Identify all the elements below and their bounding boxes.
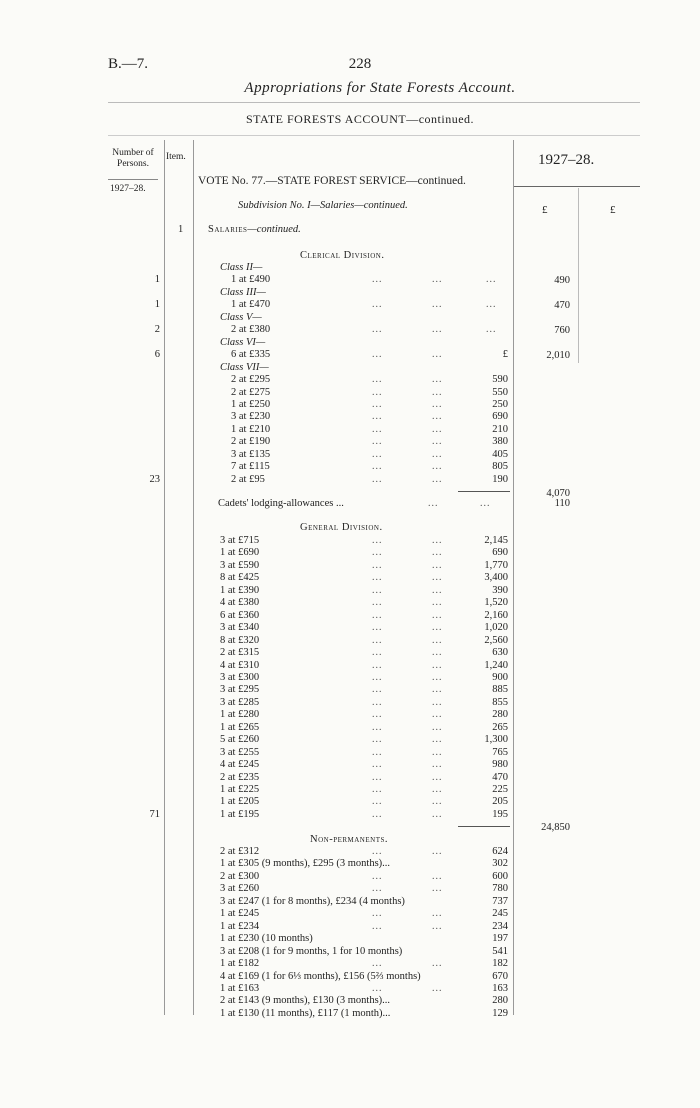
dot-leader: ... [372, 299, 383, 311]
row-amount: 805 [492, 461, 508, 473]
row-amount: 280 [492, 709, 508, 721]
row-amount: 2,560 [484, 634, 508, 646]
row-amount: 630 [492, 647, 508, 659]
dot-leader: ... [372, 535, 383, 546]
row-label: 1 at £305 (9 months), £295 (3 months)... [220, 858, 391, 870]
row-label: 1 at £280 [220, 709, 260, 721]
row-amount: 885 [492, 684, 508, 696]
dot-leader: ... [372, 734, 383, 746]
row-amount: 225 [492, 784, 508, 795]
header-rule [108, 102, 640, 103]
row-amount: 163 [492, 982, 508, 994]
row-label: 3 at £340 [220, 622, 260, 634]
general-total: 24,850 [541, 822, 570, 833]
dot-leader: ... [432, 436, 443, 448]
dot-leader: ... [372, 597, 383, 609]
dot-leader: ... [372, 609, 383, 621]
row-label: 1 at £470 [231, 299, 271, 311]
row-amount: 900 [492, 671, 508, 683]
dot-leader: ... [432, 671, 443, 683]
page-title: Appropriations for State Forests Account. [244, 80, 516, 96]
dot-leader: ... [432, 448, 443, 460]
subtitle-rule [108, 135, 640, 136]
dot-leader: ... [372, 796, 383, 808]
row-amount: 600 [492, 870, 508, 882]
general-division-heading: General Division. [300, 522, 383, 533]
row-label: 3 at £208 (1 for 9 months, 1 for 10 months) [220, 945, 403, 957]
row-label: 1 at £230 (10 months) [220, 933, 313, 945]
row-amount: 541 [492, 945, 508, 957]
document-code: B.—7. [108, 56, 149, 72]
page-number: 228 [348, 56, 372, 72]
dot-leader: ... [432, 759, 443, 771]
dot-leader: ... [372, 784, 383, 795]
dot-leader: ... [432, 709, 443, 721]
dot-leader: ... [486, 299, 497, 311]
general-subtotal-rule [458, 826, 510, 827]
row-label: 2 at £235 [220, 771, 260, 783]
row-amount: 245 [492, 908, 508, 920]
row-amount: 129 [492, 1007, 508, 1019]
row-label: 6 at £360 [220, 609, 260, 621]
dot-leader: ... [432, 958, 443, 970]
row-amount: 405 [492, 448, 508, 460]
dot-leader: ... [372, 324, 383, 336]
row-label: 3 at £247 (1 for 8 months), £234 (4 months) [220, 895, 405, 907]
dot-leader: ... [372, 870, 383, 882]
dot-leader: ... [372, 920, 383, 932]
row-persons: 71 [149, 808, 160, 820]
row-label: 1 at £250 [231, 398, 271, 410]
row-total: 760 [554, 325, 570, 337]
row-amount: 3,400 [484, 572, 508, 584]
dot-leader: ... [372, 634, 383, 646]
cadets-leader: ... [428, 498, 439, 509]
dot-leader: ... [432, 461, 443, 473]
dot-leader: ... [486, 274, 497, 286]
account-subtitle: STATE FORESTS ACCOUNT—continued. [245, 112, 475, 126]
row-label: Class II— [220, 262, 263, 273]
row-amount: 2,160 [484, 609, 508, 621]
row-label: 3 at £255 [220, 746, 260, 758]
row-label: 4 at £380 [220, 597, 260, 609]
row-label: 4 at £245 [220, 759, 260, 771]
row-amount: 737 [492, 895, 508, 907]
column-line-totals [578, 188, 579, 363]
row-total: 2,010 [546, 350, 570, 362]
row-label: 1 at £210 [231, 423, 271, 435]
dot-leader: ... [372, 684, 383, 696]
dot-leader: ... [432, 609, 443, 621]
dot-leader: ... [372, 846, 383, 857]
dot-leader: ... [372, 771, 383, 783]
row-label: 4 at £169 (1 for 6⅓ months), £156 (5⅔ months) [220, 970, 421, 982]
row-amount: 624 [492, 846, 508, 857]
row-amount: 1,520 [484, 597, 508, 609]
dot-leader: ... [432, 547, 443, 559]
row-label: 3 at £135 [231, 448, 271, 460]
row-amount: 265 [492, 721, 508, 733]
row-amount: 195 [492, 808, 508, 820]
dot-leader: ... [372, 436, 383, 448]
row-amount: 280 [492, 995, 508, 1007]
row-label: 1 at £195 [220, 808, 260, 820]
non-permanents-heading: Non-permanents. [310, 834, 388, 845]
row-label: 3 at £285 [220, 696, 260, 708]
row-amount: 1,770 [484, 559, 508, 571]
row-label: Class V— [220, 311, 262, 323]
dot-leader: ... [372, 398, 383, 410]
row-label: 2 at £143 (9 months), £130 (3 months)... [220, 995, 391, 1007]
dot-leader: ... [372, 908, 383, 920]
dot-leader: ... [372, 473, 383, 485]
clerical-division-heading: Clerical Division. [300, 250, 385, 261]
row-label: 1 at £690 [220, 547, 260, 559]
row-label: 1 at £490 [231, 274, 271, 286]
dot-leader: ... [372, 709, 383, 721]
row-persons: 6 [154, 349, 160, 361]
dot-leader: ... [432, 324, 443, 336]
dot-leader: ... [432, 535, 443, 546]
year-header: 1927–28. [538, 152, 595, 168]
dot-leader: ... [432, 846, 443, 857]
row-amount: 690 [492, 411, 508, 423]
item-header: Item. [166, 152, 186, 162]
dot-leader: ... [372, 883, 383, 895]
dot-leader: ... [432, 771, 443, 783]
dot-leader: ... [432, 647, 443, 659]
dot-leader: ... [372, 659, 383, 671]
row-label: 2 at £190 [231, 436, 271, 448]
row-amount: 1,240 [484, 659, 508, 671]
row-label: 1 at £265 [220, 721, 260, 733]
dot-leader: ... [432, 584, 443, 596]
row-label: 3 at £295 [220, 684, 260, 696]
row-amount: 980 [492, 759, 508, 771]
row-label: 2 at £300 [220, 870, 260, 882]
item-number: 1 [178, 224, 184, 235]
row-amount: 670 [492, 970, 508, 982]
dot-leader: ... [372, 547, 383, 559]
row-label: 3 at £260 [220, 883, 260, 895]
row-total: 490 [554, 275, 570, 287]
row-amount: 380 [492, 436, 508, 448]
dot-leader: ... [432, 808, 443, 820]
dot-leader: ... [372, 374, 383, 386]
dot-leader: ... [432, 920, 443, 932]
row-label: Class VII— [220, 361, 269, 373]
class-vii-subtotal-rule [458, 491, 510, 492]
dot-leader: ... [432, 734, 443, 746]
row-label: 1 at £205 [220, 796, 260, 808]
row-amount: 550 [492, 386, 508, 398]
row-label: 2 at £275 [231, 386, 271, 398]
row-label: 1 at £163 [220, 982, 260, 994]
dot-leader: ... [432, 746, 443, 758]
dot-leader: ... [372, 958, 383, 970]
column-line-persons [164, 140, 165, 1015]
dot-leader: ... [372, 349, 383, 361]
row-amount: 190 [492, 473, 508, 485]
dot-leader: ... [372, 386, 383, 398]
dot-leader: ... [372, 411, 383, 423]
row-amount: 690 [492, 547, 508, 559]
class-vii-total: 4,070 [546, 488, 570, 499]
dot-leader: ... [432, 784, 443, 795]
row-amount: 390 [492, 584, 508, 596]
row-persons: 23 [149, 473, 160, 485]
pound-sign-2: £ [610, 204, 616, 216]
dot-leader: ... [372, 423, 383, 435]
dot-leader: ... [432, 684, 443, 696]
dot-leader: ... [432, 883, 443, 895]
row-label: 2 at £380 [231, 324, 271, 336]
pound-sign-1: £ [542, 204, 548, 216]
dot-leader: ... [432, 796, 443, 808]
row-amount: 197 [492, 933, 508, 945]
cadets-total: 110 [554, 498, 570, 509]
dot-leader: ... [372, 759, 383, 771]
dot-leader: ... [372, 622, 383, 634]
vote-title: VOTE No. 77.—STATE FOREST SERVICE—continued. [198, 175, 466, 187]
row-label: 2 at £315 [220, 647, 260, 659]
year-header-rule [514, 186, 640, 187]
subdivision-title: Subdivision No. I—Salaries—continued. [238, 200, 408, 211]
row-persons: 2 [154, 324, 160, 336]
number-of-persons-header: Number of Persons. [112, 148, 154, 169]
dot-leader: ... [372, 647, 383, 659]
row-label: 4 at £310 [220, 659, 260, 671]
dot-leader: ... [486, 324, 497, 336]
dot-leader: ... [372, 448, 383, 460]
dot-leader: ... [432, 870, 443, 882]
row-label: 5 at £260 [220, 734, 260, 746]
row-label: 6 at £335 [231, 349, 271, 361]
row-label: 2 at £312 [220, 846, 260, 857]
dot-leader: ... [432, 473, 443, 485]
row-label: 8 at £425 [220, 572, 260, 584]
row-label: Class VI— [220, 336, 266, 348]
dot-leader: ... [432, 696, 443, 708]
dot-leader: ... [372, 461, 383, 473]
dot-leader: ... [432, 982, 443, 994]
column-line-money [513, 140, 514, 1015]
dot-leader: ... [372, 721, 383, 733]
row-amount: 590 [492, 374, 508, 386]
dot-leader: ... [432, 386, 443, 398]
row-label: 1 at £225 [220, 784, 260, 795]
dot-leader: ... [372, 808, 383, 820]
dot-leader: ... [372, 584, 383, 596]
row-amount: 182 [492, 958, 508, 970]
row-label: 1 at £130 (11 months), £117 (1 month)... [220, 1007, 391, 1019]
row-persons: 1 [154, 299, 160, 311]
row-label: 8 at £320 [220, 634, 260, 646]
row-amount: 470 [492, 771, 508, 783]
row-label: 2 at £95 [231, 473, 265, 485]
dot-leader: ... [372, 746, 383, 758]
year-left-header: 1927–28. [110, 184, 146, 194]
row-label: 3 at £715 [220, 535, 260, 546]
row-amount: 780 [492, 883, 508, 895]
row-label: 1 at £182 [220, 958, 260, 970]
row-label: 7 at £115 [231, 461, 270, 473]
dot-leader: ... [372, 671, 383, 683]
dot-leader: ... [432, 349, 443, 361]
dot-leader: ... [372, 982, 383, 994]
row-total: 470 [554, 300, 570, 312]
dot-leader: ... [432, 398, 443, 410]
row-amount: 234 [492, 920, 508, 932]
persons-header-rule [108, 179, 158, 180]
row-amount: 210 [492, 423, 508, 435]
dot-leader: ... [432, 572, 443, 584]
row-amount: £ [502, 349, 508, 361]
row-persons: 1 [154, 274, 160, 286]
row-label: 2 at £295 [231, 374, 271, 386]
row-amount: 302 [492, 858, 508, 870]
dot-leader: ... [432, 374, 443, 386]
row-label: 3 at £300 [220, 671, 260, 683]
dot-leader: ... [432, 274, 443, 286]
dot-leader: ... [432, 597, 443, 609]
row-amount: 250 [492, 398, 508, 410]
dot-leader: ... [432, 659, 443, 671]
dot-leader: ... [432, 559, 443, 571]
dot-leader: ... [432, 721, 443, 733]
row-label: 1 at £234 [220, 920, 260, 932]
row-label: 1 at £390 [220, 584, 260, 596]
cadets-label: Cadets' lodging-allowances ... [218, 498, 344, 509]
dot-leader: ... [372, 274, 383, 286]
dot-leader: ... [372, 572, 383, 584]
dot-leader: ... [432, 908, 443, 920]
row-amount: 2,145 [484, 535, 508, 546]
dot-leader: ... [372, 559, 383, 571]
row-label: 1 at £245 [220, 908, 260, 920]
dot-leader: ... [432, 423, 443, 435]
cadets-leader-2: ... [480, 498, 491, 509]
row-amount: 1,020 [484, 622, 508, 634]
dot-leader: ... [372, 696, 383, 708]
row-label: 3 at £230 [231, 411, 271, 423]
row-amount: 765 [492, 746, 508, 758]
row-label: 3 at £590 [220, 559, 260, 571]
row-amount: 855 [492, 696, 508, 708]
dot-leader: ... [432, 411, 443, 423]
dot-leader: ... [432, 634, 443, 646]
row-label: Class III— [220, 286, 266, 298]
row-amount: 1,300 [484, 734, 508, 746]
dot-leader: ... [432, 622, 443, 634]
dot-leader: ... [432, 299, 443, 311]
column-line-item [193, 140, 194, 1015]
row-amount: 205 [492, 796, 508, 808]
salaries-heading: Salaries—continued. [208, 224, 301, 235]
